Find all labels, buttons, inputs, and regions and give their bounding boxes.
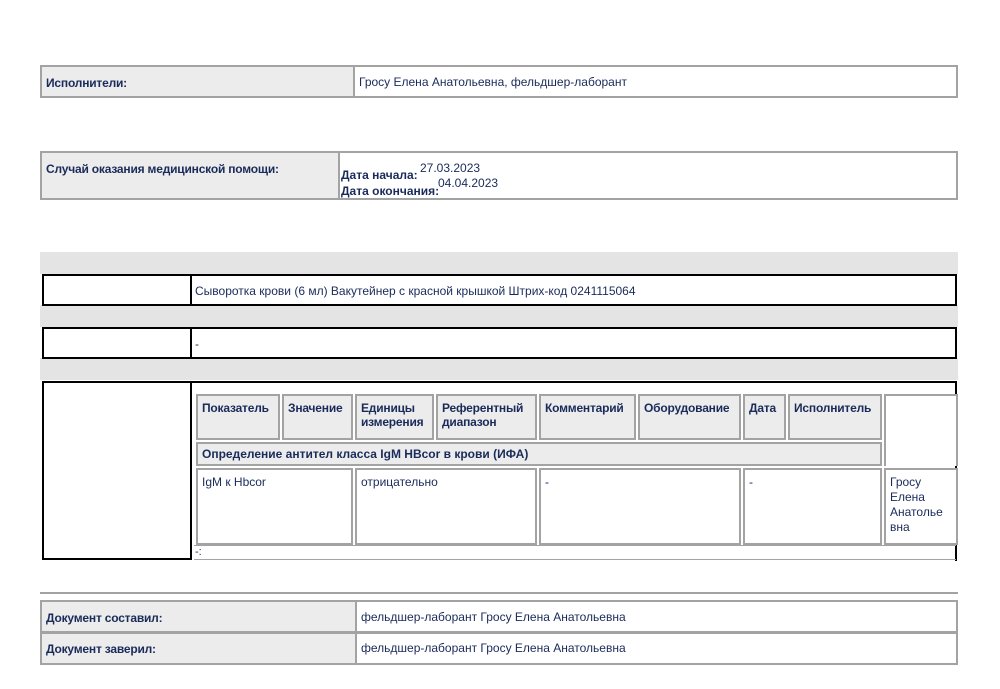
certified-value: фельдшер-лаборант Гросу Елена Анатольевна bbox=[355, 634, 956, 663]
executors-label: Исполнители: bbox=[42, 67, 353, 96]
specimen-note: - bbox=[195, 337, 199, 351]
header-reference: Референтный диапазон bbox=[436, 394, 537, 440]
composed-value: фельдшер-лаборант Гросу Елена Анатольевна bbox=[355, 602, 956, 631]
result-date: - bbox=[743, 468, 882, 545]
header-comment: Комментарий bbox=[539, 394, 636, 440]
header-executor: Исполнитель bbox=[788, 394, 882, 440]
start-date-value: 27.03.2023 bbox=[420, 161, 481, 175]
result-executor: Гросу Елена Анатолье вна bbox=[884, 468, 958, 545]
specimen-note-row bbox=[42, 327, 957, 359]
specimen-row bbox=[42, 274, 957, 306]
header-date: Дата bbox=[743, 394, 786, 440]
result-value: отрицательно bbox=[355, 468, 537, 545]
table-row bbox=[196, 468, 958, 545]
divider bbox=[40, 592, 958, 594]
specimen-description: Сыворотка крови (6 мл) Вакутейнер с красной крышкой Штрих-код 0241115064 bbox=[195, 284, 636, 298]
result-comment: - bbox=[539, 468, 741, 545]
composed-row bbox=[40, 600, 958, 633]
results-group-row bbox=[196, 442, 958, 466]
header-indicator: Показатель bbox=[196, 394, 280, 440]
start-date-label: Дата начала: bbox=[341, 168, 418, 182]
executors-value: Гросу Елена Анатольевна, фельдшер-лаборант bbox=[353, 67, 956, 96]
specimen-label-cell bbox=[44, 276, 192, 304]
certified-row bbox=[40, 632, 958, 665]
care-case-label: Случай оказания медицинской помощи: bbox=[42, 153, 338, 198]
results-table bbox=[194, 392, 960, 547]
end-date-label: Дата окончания: bbox=[341, 184, 440, 198]
results-footer: -: bbox=[194, 545, 956, 560]
result-indicator: IgM к Hbcor bbox=[196, 468, 353, 545]
care-case-dates bbox=[338, 153, 956, 198]
section-band bbox=[40, 358, 958, 380]
results-label-cell bbox=[42, 381, 192, 560]
results-group-title: Определение антител класса IgM HBcor в крови (ИФА) bbox=[196, 442, 882, 466]
composed-label: Документ составил: bbox=[42, 602, 355, 631]
header-units: Единицы измерения bbox=[355, 394, 434, 440]
executor-spacer bbox=[884, 394, 958, 466]
care-case-row bbox=[40, 151, 958, 200]
specimen-note-label-cell bbox=[44, 329, 192, 357]
header-equipment: Оборудование bbox=[638, 394, 741, 440]
certified-label: Документ заверил: bbox=[42, 634, 355, 663]
end-date-value: 04.04.2023 bbox=[438, 176, 499, 190]
executors-row bbox=[40, 65, 958, 98]
header-value: Значение bbox=[282, 394, 353, 440]
results-header-row bbox=[196, 394, 958, 440]
section-band bbox=[40, 252, 958, 274]
section-band bbox=[40, 305, 958, 327]
